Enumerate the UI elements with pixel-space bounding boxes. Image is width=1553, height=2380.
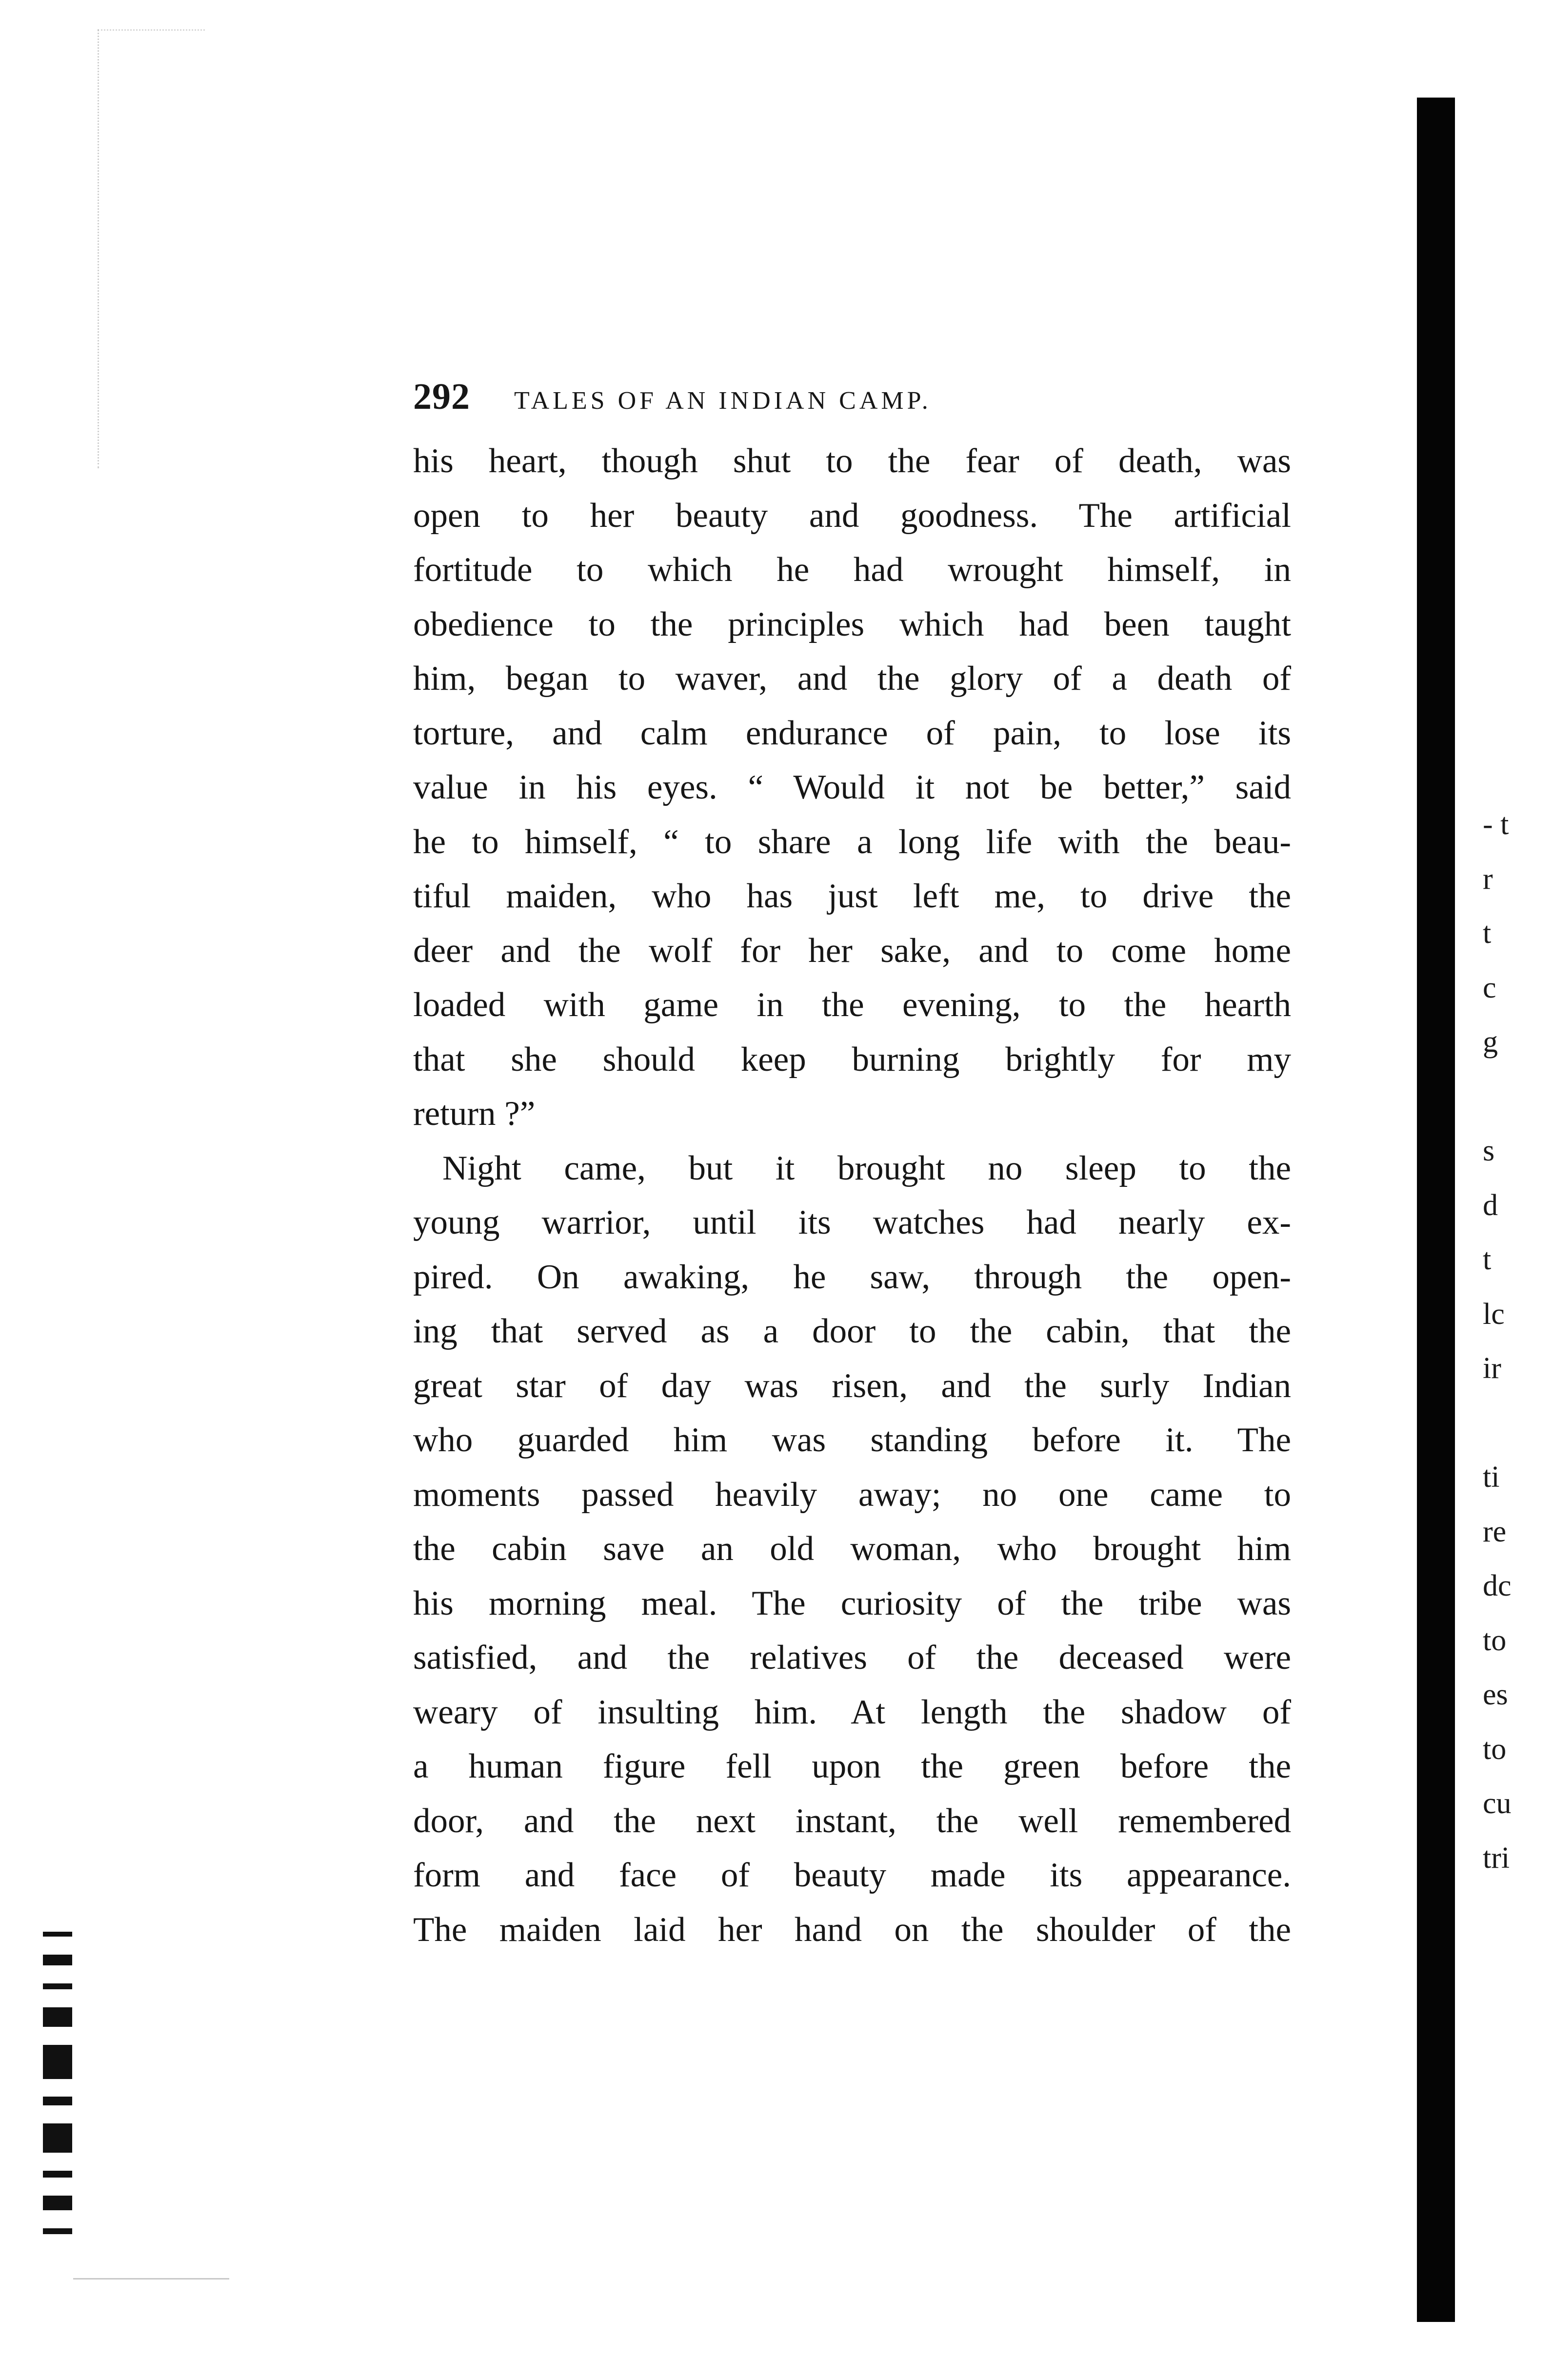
text-line: weary of insulting him. At length the shadow of xyxy=(413,1693,1291,1731)
book-page xyxy=(413,376,1291,1957)
text-line: his heart, though shut to the fear of death, was xyxy=(413,442,1291,480)
text-line: ing that served as a door to the cabin, that the xyxy=(413,1312,1291,1350)
text-line: deer and the wolf for her sake, and to come home xyxy=(413,931,1291,970)
facing-fragment: dc xyxy=(1483,1569,1512,1602)
facing-fragment: r xyxy=(1483,862,1493,896)
facing-fragment: ir xyxy=(1483,1352,1501,1385)
text-line: obedience to the principles which had been taught xyxy=(413,605,1291,643)
page-number: 292 xyxy=(413,376,470,417)
facing-fragment: - t xyxy=(1483,808,1509,841)
text-line: his morning meal. The curiosity of the tribe was xyxy=(413,1584,1291,1622)
scan-artifact-bottom xyxy=(73,2249,229,2280)
text-line: form and face of beauty made its appearance. xyxy=(413,1856,1291,1894)
text-line: who guarded him was standing before it. The xyxy=(413,1421,1291,1459)
scan-barcode-marks xyxy=(43,1932,72,2234)
facing-fragment: es xyxy=(1483,1678,1508,1711)
text-line: young warrior, until its watches had nearly ex- xyxy=(413,1203,1291,1241)
paragraph xyxy=(413,1141,1291,1958)
text-line: torture, and calm endurance of pain, to lose its xyxy=(413,714,1291,752)
facing-fragment: t xyxy=(1483,1243,1492,1276)
text-line: him, began to waver, and the glory of a death of xyxy=(413,660,1291,698)
text-line: return ?” xyxy=(413,1095,536,1133)
facing-fragment xyxy=(1483,1396,1551,1451)
facing-fragment xyxy=(1483,1070,1551,1124)
text-line: great star of day was risen, and the surly Indian xyxy=(413,1366,1291,1405)
text-line: a human figure fell upon the green before the xyxy=(413,1747,1291,1785)
text-line: The maiden laid her hand on the shoulder of the xyxy=(413,1910,1291,1949)
text-line: door, and the next instant, the well remembered xyxy=(413,1801,1291,1840)
facing-fragment: to xyxy=(1483,1623,1507,1657)
scan-artifact-left-edge xyxy=(98,29,106,468)
text-line: that she should keep burning brightly for my xyxy=(413,1040,1291,1079)
scan-artifact-top xyxy=(98,29,205,31)
book-binding-shadow xyxy=(1417,98,1455,2322)
facing-fragment: tri xyxy=(1483,1841,1510,1875)
text-line: fortitude to which he had wrought himself, in xyxy=(413,551,1291,589)
facing-fragment: re xyxy=(1483,1515,1507,1548)
running-title: TALES OF AN INDIAN CAMP. xyxy=(514,387,932,415)
text-line: Night came, but it brought no sleep to the xyxy=(442,1149,1291,1187)
facing-fragment: c xyxy=(1483,971,1496,1004)
facing-page-fragments xyxy=(1483,798,1551,1885)
text-line: satisfied, and the relatives of the deceased were xyxy=(413,1639,1291,1677)
facing-fragment: d xyxy=(1483,1188,1498,1222)
text-line: open to her beauty and goodness. The artificial xyxy=(413,496,1291,535)
text-line: he to himself, “ to share a long life with the beau- xyxy=(413,822,1291,861)
facing-fragment: to xyxy=(1483,1732,1507,1766)
paragraph xyxy=(413,434,1291,1141)
running-head xyxy=(413,376,1291,434)
facing-fragment: g xyxy=(1483,1025,1498,1059)
body-text xyxy=(413,434,1291,1957)
facing-fragment: t xyxy=(1483,917,1492,950)
text-line: the cabin save an old woman, who brought him xyxy=(413,1530,1291,1568)
text-line: tiful maiden, who has just left me, to drive the xyxy=(413,877,1291,915)
text-line: moments passed heavily away; no one came to xyxy=(413,1475,1291,1514)
facing-fragment: cu xyxy=(1483,1787,1512,1820)
facing-fragment: ti xyxy=(1483,1460,1500,1494)
text-line: pired. On awaking, he saw, through the open- xyxy=(413,1258,1291,1296)
text-line: loaded with game in the evening, to the hearth xyxy=(413,986,1291,1024)
text-line: value in his eyes. “ Would it not be better,” said xyxy=(413,768,1291,806)
facing-fragment: s xyxy=(1483,1134,1495,1167)
facing-fragment: lc xyxy=(1483,1297,1505,1331)
